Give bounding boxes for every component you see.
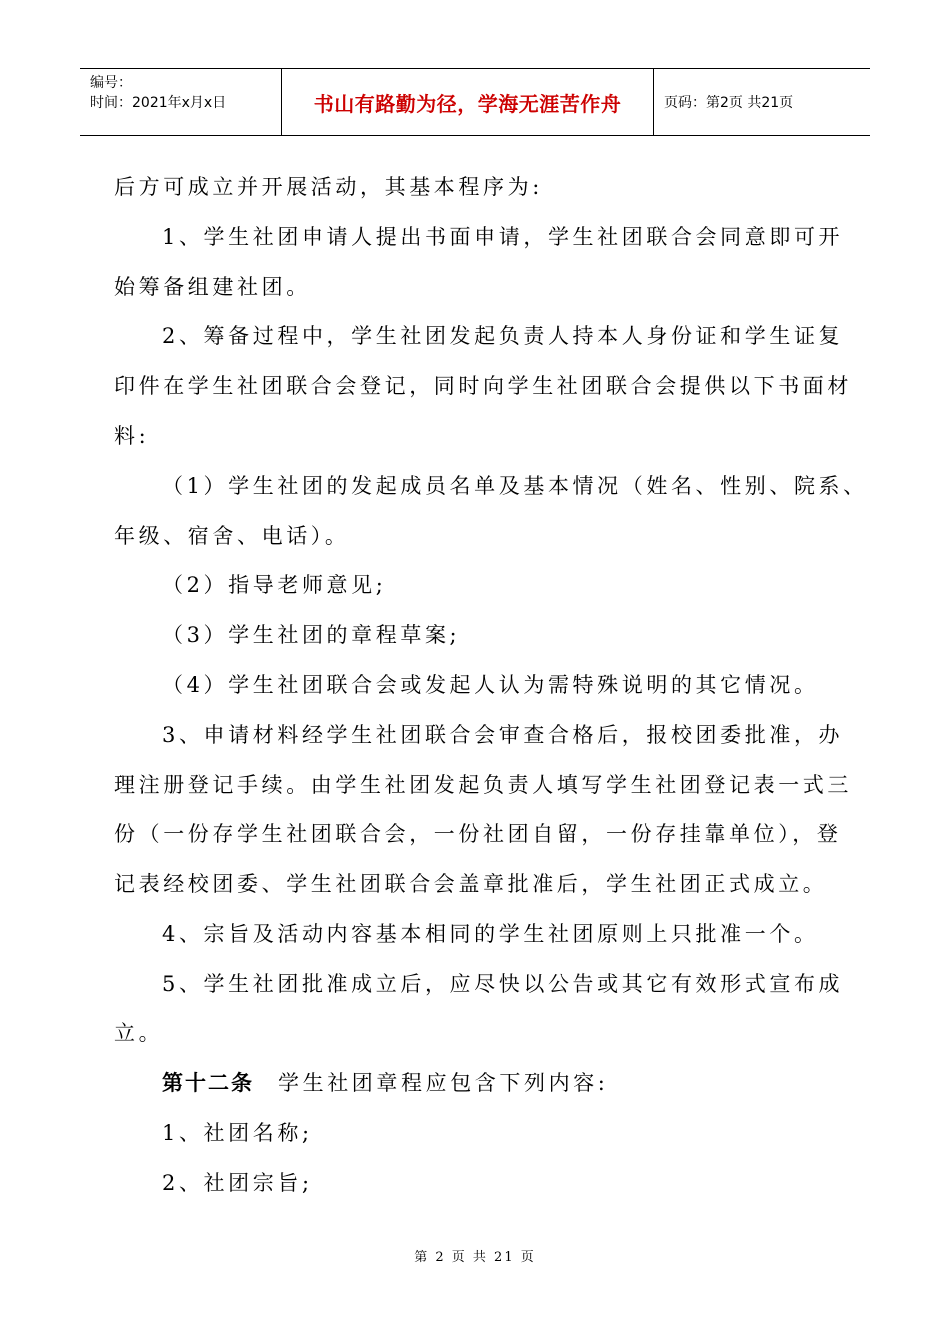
header-meta-cell: [80, 69, 282, 135]
list-item: 1、社团名称;: [162, 1121, 313, 1145]
header-motto-cell: [282, 69, 654, 135]
body-line: 后方可成立并开展活动，其基本程序为:: [114, 175, 543, 199]
body-line: 理注册登记手续。由学生社团发起负责人填写学生社团登记表一式三: [114, 773, 852, 797]
header-page-cell: [654, 69, 870, 135]
article-text: 学生社团章程应包含下列内容:: [278, 1071, 609, 1095]
list-item: 2、社团宗旨;: [162, 1171, 313, 1195]
body-line: 料:: [114, 424, 150, 448]
body-line: 3、申请材料经学生社团联合会审查合格后，报校团委批准，办: [162, 723, 844, 747]
body-line: 年级、宿舍、电话）。: [114, 524, 350, 548]
body-line: 记表经校团委、学生社团联合会盖章批准后，学生社团正式成立。: [114, 872, 828, 896]
article-label: 第十二条: [162, 1071, 254, 1095]
document-number: 编号：: [90, 75, 132, 91]
body-line: 立。: [114, 1021, 164, 1045]
article-heading: [162, 1069, 608, 1097]
header-motto: 书山有路勤为径，学海无涯苦作舟: [313, 91, 622, 116]
document-time: 时间：2021年x月x日: [90, 95, 227, 111]
body-line: 份（一份存学生社团联合会，一份社团自留，一份存挂靠单位），登: [114, 822, 842, 846]
body-line: 始筹备组建社团。: [114, 275, 311, 299]
body-line: （2）指导老师意见;: [162, 573, 387, 597]
body-line: 1、学生社团申请人提出书面申请，学生社团联合会同意即可开: [162, 225, 844, 249]
body-line: （1）学生社团的发起成员名单及基本情况（姓名、性别、院系、: [162, 474, 868, 498]
body-line: 2、筹备过程中，学生社团发起负责人持本人身份证和学生证复: [162, 324, 844, 348]
page-footer: 第 2 页 共 21 页: [414, 1250, 536, 1265]
body-line: （4）学生社团联合会或发起人认为需特殊说明的其它情况。: [162, 673, 819, 697]
body-line: 印件在学生社团联合会登记，同时向学生社团联合会提供以下书面材: [114, 374, 852, 398]
body-line: （3）学生社团的章程草案;: [162, 623, 461, 647]
page-header: [80, 68, 870, 136]
header-page-info: 页码：第2页 共21页: [664, 95, 794, 111]
body-line: 4、宗旨及活动内容基本相同的学生社团原则上只批准一个。: [162, 922, 819, 946]
body-line: 5、学生社团批准成立后，应尽快以公告或其它有效形式宣布成: [162, 972, 844, 996]
